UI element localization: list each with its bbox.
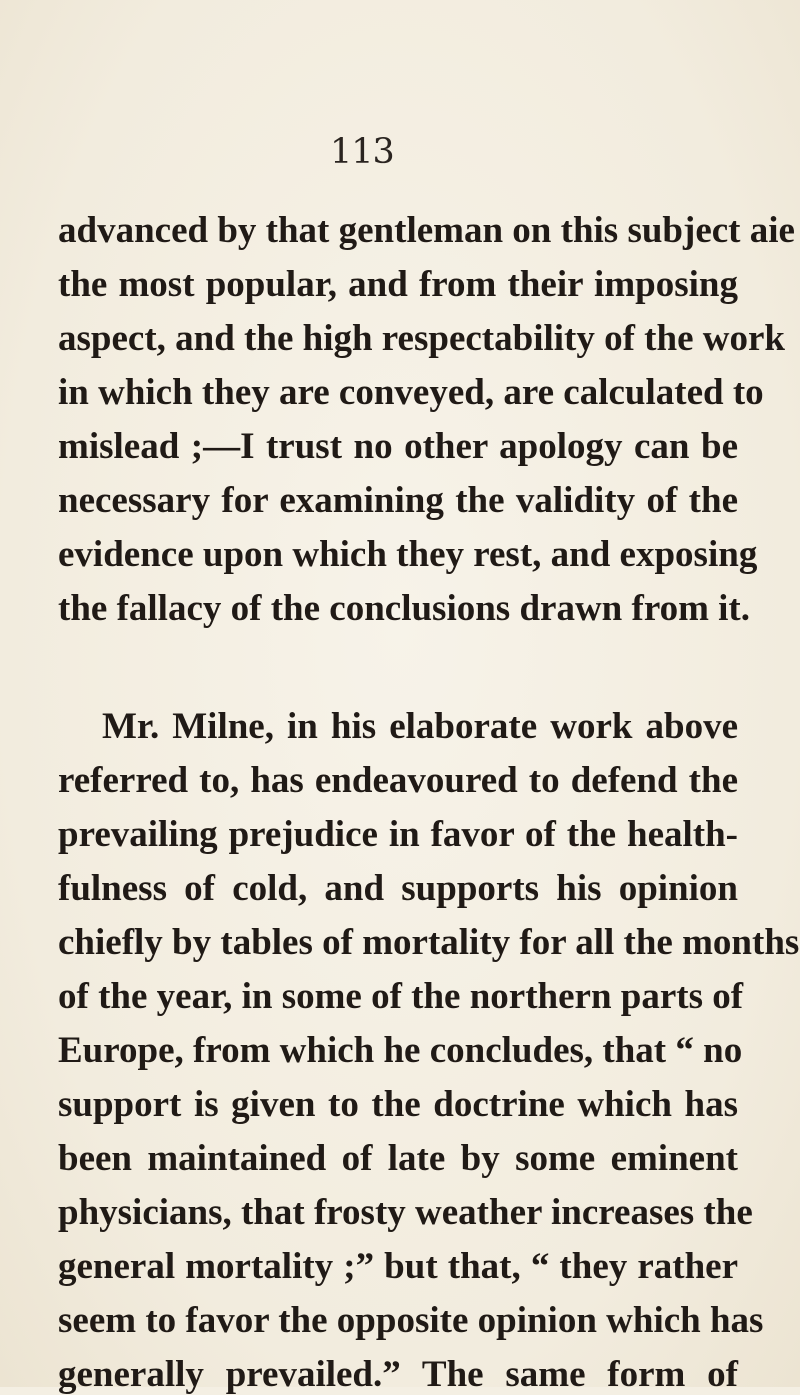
text-line: seem to favor the opposite opinion which has xyxy=(58,1300,764,1341)
text-line: general mortality ;” but that, “ they rather xyxy=(58,1246,738,1287)
text-line: support is given to the doctrine which has xyxy=(58,1084,738,1125)
text-line: chiefly by tables of mortality for all the months xyxy=(58,922,800,963)
text-line: the fallacy of the conclusions drawn from it. xyxy=(58,588,750,629)
text-line: aspect, and the high respectability of the work xyxy=(58,318,785,359)
text-line: prevailing prejudice in favor of the health- xyxy=(58,814,738,855)
page-number: 113 xyxy=(330,132,394,172)
text-line: evidence upon which they rest, and exposing xyxy=(58,534,758,575)
text-line: Mr. Milne, in his elaborate work above xyxy=(102,706,738,747)
text-line: in which they are conveyed, are calculated to xyxy=(58,372,764,413)
text-line: fulness of cold, and supports his opinion xyxy=(58,868,738,909)
text-line: Europe, from which he concludes, that “ no xyxy=(58,1030,743,1071)
text-line: of the year, in some of the northern parts of xyxy=(58,976,744,1017)
text-line: generally prevailed.” The same form of xyxy=(58,1354,738,1395)
text-line: necessary for examining the validity of the xyxy=(58,480,738,521)
text-line: mislead ;—I trust no other apology can be xyxy=(58,426,738,467)
text-line: advanced by that gentleman on this subject aie xyxy=(58,210,795,251)
text-line: physicians, that frosty weather increases the xyxy=(58,1192,753,1233)
text-line: been maintained of late by some eminent xyxy=(58,1138,738,1179)
text-line: the most popular, and from their imposing xyxy=(58,264,738,305)
text-line: referred to, has endeavoured to defend the xyxy=(58,760,738,801)
